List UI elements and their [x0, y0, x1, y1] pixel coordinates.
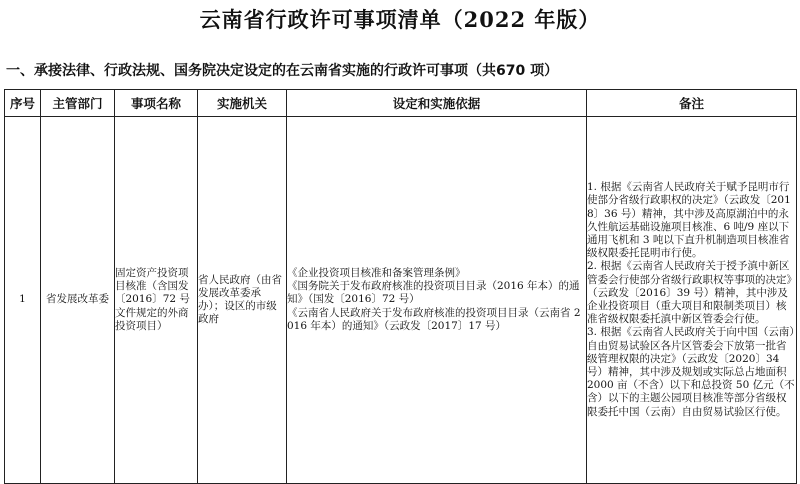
header-seq: 序号 [5, 90, 41, 117]
section-heading: 一、承接法律、行政法规、国务院决定设定的在云南省实施的行政许可事项（共670 项） [6, 63, 559, 79]
basis-line: 《国务院关于发布政府核准的投资项目目录（2016 年本）的通知》（国发〔2016〕72 号） [287, 280, 580, 306]
cell-name: 固定资产投资项目核准（含国发〔2016〕72 号文件规定的外商投资项目） [115, 117, 198, 484]
note-paragraph: 2. 根据《云南省人民政府关于授予滇中新区管委会行使部分省级行政职权等事项的决定》（云政发〔2016〕39 号）精神，其中涉及企业投资项目（重大项目和限制类项目）核准省级权限委托滇中新区管委会行使。 [587, 260, 792, 326]
header-org: 实施机关 [198, 90, 287, 117]
cell-dept: 省发展改革委 [41, 117, 115, 484]
basis-line: 《企业投资项目核准和备案管理条例》 [287, 266, 466, 279]
page-title: 云南省行政许可事项清单（2022 年版） [199, 7, 601, 32]
header-name: 事项名称 [115, 90, 198, 117]
header-note: 备注 [587, 90, 797, 117]
note-paragraph: 3. 根据《云南省人民政府关于向中国（云南）自由贸易试验区各片区管委会下放第一批省级管理权限的决定》（云政发〔2020〕34 号）精神，其中涉及规划或实际总占地面积 2000 亩（不含）以下和总投资 50 亿元（不含）以下的主题公园项目核准等部分省级权限委托中国（云南）自由贸易试验区行使。 [587, 326, 795, 418]
table-row [5, 117, 797, 484]
basis-line: 《云南省人民政府关于发布政府核准的投资项目目录（云南省 2016 年本）的通知》（云政发〔2017〕17 号） [287, 306, 581, 332]
note-paragraph: 1. 根据《云南省人民政府关于赋予昆明市行使部分省级行政职权的决定》（云政发〔2018〕36 号）精神，其中涉及高原湖泊中的永久性航运基础设施项目核准、6 吨/9 座以下通用飞机和 3 吨以下直升机制造项目核准省级权限委托昆明市行使。 [587, 181, 791, 260]
header-basis: 设定和实施依据 [287, 90, 587, 117]
header-dept: 主管部门 [41, 90, 115, 117]
items-table [4, 89, 797, 484]
cell-seq: 1 [5, 117, 41, 484]
cell-note [587, 117, 797, 484]
cell-org: 省人民政府（由省发展改革委承办）；设区的市级政府 [198, 117, 287, 484]
table-header-row [5, 90, 797, 117]
cell-basis [287, 117, 587, 484]
